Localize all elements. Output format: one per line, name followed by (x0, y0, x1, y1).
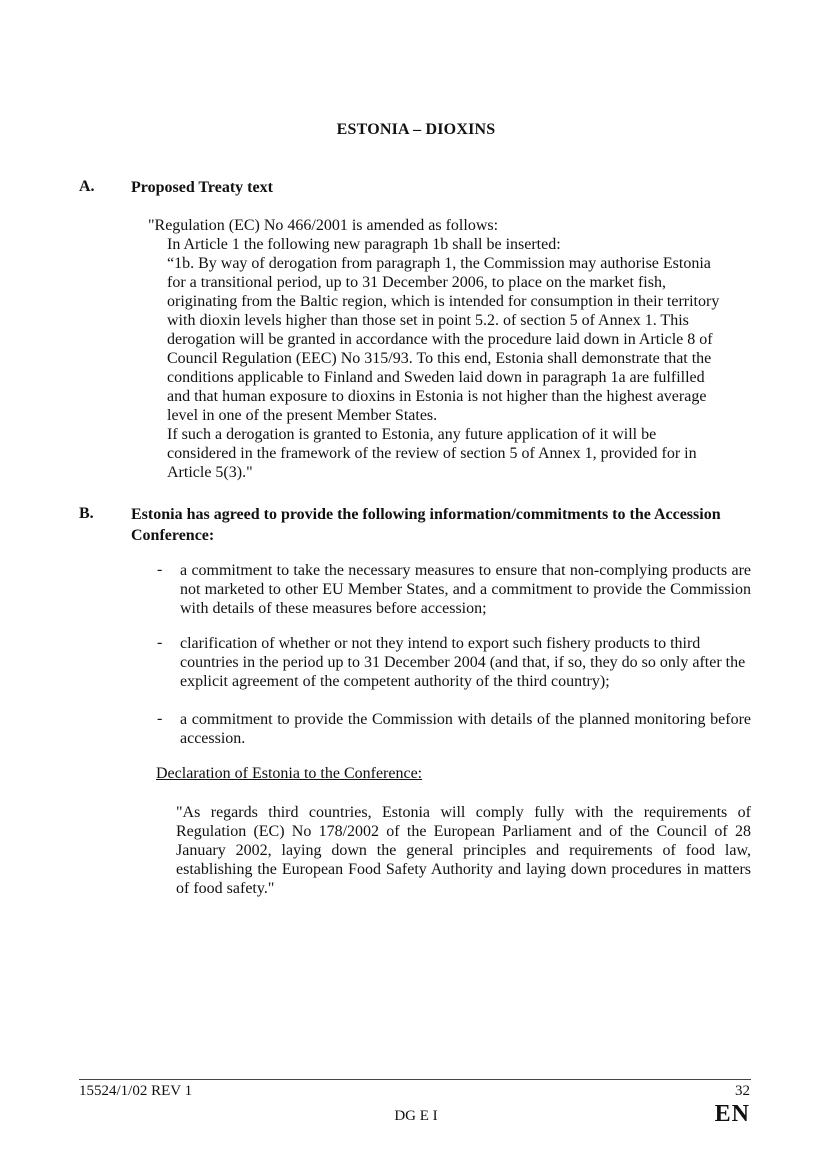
section-b-heading (131, 504, 721, 546)
treaty-line: conditions applicable to Finland and Sweden laid down in paragraph 1a are fulfilled (167, 369, 705, 386)
treaty-line: In Article 1 the following new paragraph 1b shall be inserted: (167, 236, 561, 253)
page-number: 32 (735, 1083, 750, 1099)
footer-divider (79, 1079, 751, 1080)
bullet-item: a commitment to take the necessary measures to ensure that non-complying products are not marketed to other EU Member States, and a commitment to provide the Commission with details of these measures before accession; (180, 562, 751, 617)
section-b-heading-line: Estonia has agreed to provide the following information/commitments to the Accession (131, 506, 721, 523)
treaty-line: Article 5(3)." (167, 464, 253, 481)
treaty-line: with dioxin levels higher than those set in point 5.2. of section 5 of Annex 1. This (167, 312, 689, 329)
treaty-line: for a transitional period, up to 31 December 2006, to place on the market fish, (167, 274, 666, 291)
bullet-item: clarification of whether or not they intend to export such fishery products to third countries in the period up to 31 December 2004 (and that, if so, they do so only after the explicit agreement of the competent authority of the third country); (180, 635, 746, 690)
section-b-heading-line: Conference: (131, 527, 215, 544)
treaty-text (167, 235, 719, 482)
treaty-line: If such a derogation is granted to Estonia, any future application of it will be (167, 426, 657, 443)
section-b-letter: B. (79, 505, 94, 522)
bullet-dash: - (157, 634, 163, 651)
bullet-item: a commitment to provide the Commission with details of the planned monitoring before accession. (180, 711, 751, 747)
section-a-letter: A. (79, 178, 95, 195)
language-code: EN (714, 1101, 750, 1127)
declaration-text: "As regards third countries, Estonia will comply fully with the requirements of Regulation (EC) No 178/2002 of the European Parliament and of the Council of 28 January 2002, laying down the general principles and requirements of food law, establishing the European Food Safety Authority and laying down procedures in matters of food safety." (176, 804, 751, 897)
dg-code: DG E I (394, 1108, 438, 1124)
bullet-dash: - (157, 561, 163, 578)
treaty-line: Council Regulation (EEC) No 315/93. To this end, Estonia shall demonstrate that the (167, 350, 712, 367)
treaty-line: level in one of the present Member States. (167, 407, 438, 424)
section-a-heading: Proposed Treaty text (131, 179, 273, 196)
treaty-line: originating from the Baltic region, which is intended for consumption in their territory (167, 293, 720, 310)
treaty-line: “1b. By way of derogation from paragraph 1, the Commission may authorise Estonia (167, 255, 711, 272)
treaty-line: derogation will be granted in accordance with the procedure laid down in Article 8 of (167, 331, 713, 348)
page-title: ESTONIA – DIOXINS (336, 121, 496, 138)
document-reference: 15524/1/02 REV 1 (79, 1083, 193, 1099)
declaration-heading: Declaration of Estonia to the Conference: (156, 765, 423, 782)
bullet-dash: - (157, 710, 163, 727)
treaty-line: and that human exposure to dioxins in Estonia is not higher than the highest average (167, 388, 707, 405)
treaty-intro: "Regulation (EC) No 466/2001 is amended as follows: (148, 217, 499, 234)
treaty-line: considered in the framework of the review of section 5 of Annex 1, provided for in (167, 445, 697, 462)
